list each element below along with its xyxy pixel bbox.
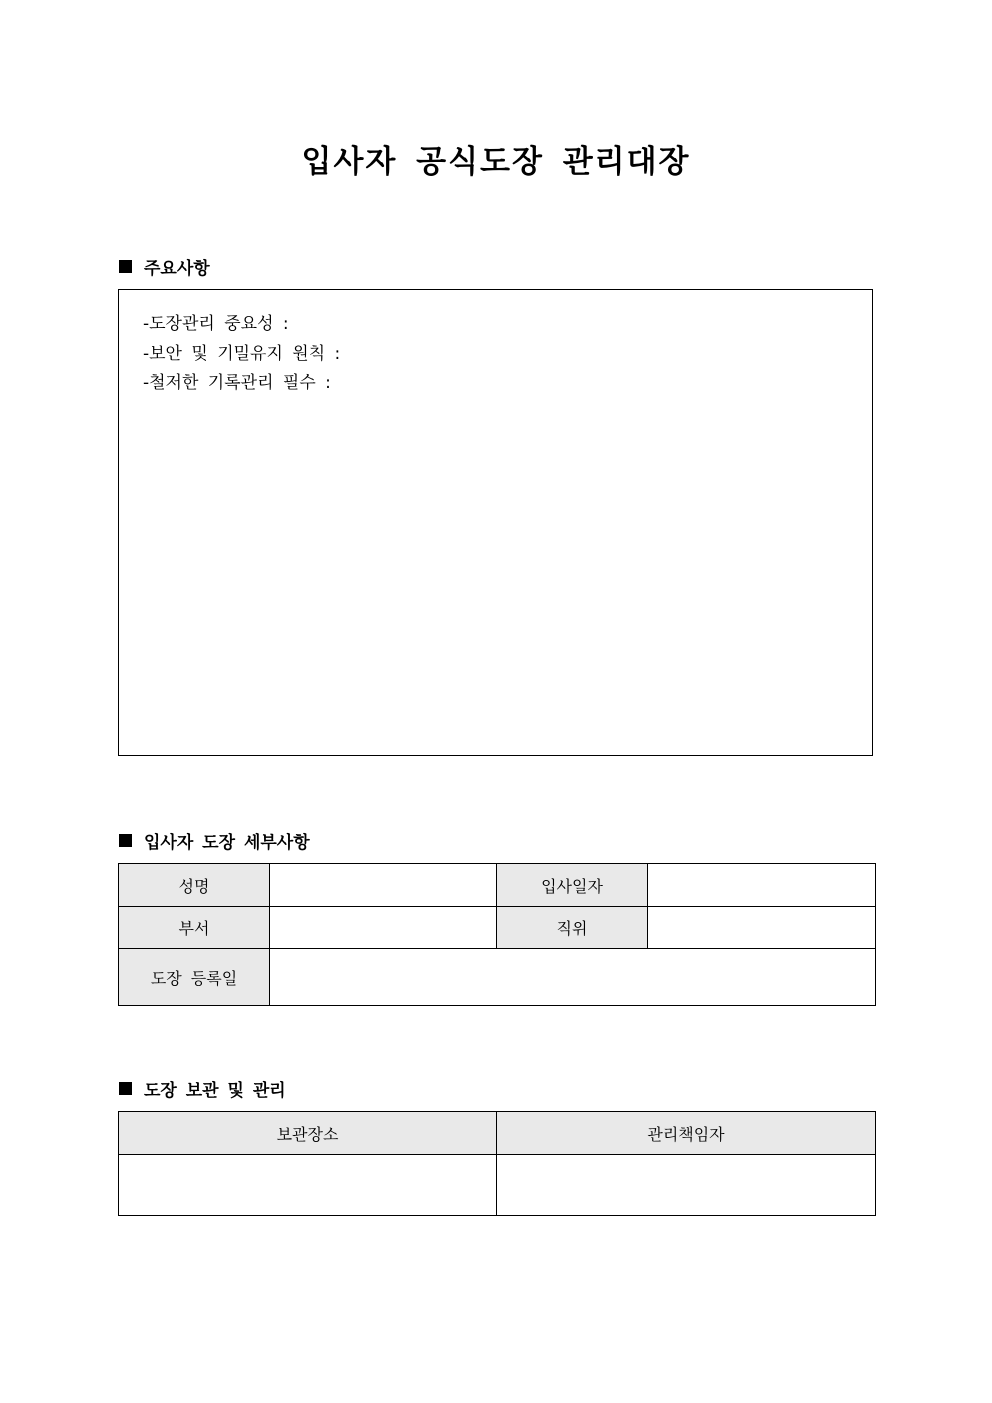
join-date-label: 입사일자 xyxy=(497,864,648,907)
registration-date-label: 도장 등록일 xyxy=(119,949,270,1006)
table-row xyxy=(119,864,876,907)
square-bullet-icon xyxy=(119,260,132,273)
section-heading-main-items xyxy=(119,254,210,279)
main-item-line: -보안 및 기밀유지 원칙 : xyxy=(143,343,341,364)
main-item-line: -도장관리 중요성 : xyxy=(143,314,289,334)
department-field[interactable] xyxy=(270,907,497,949)
registration-date-field[interactable] xyxy=(270,949,876,1006)
department-label: 부서 xyxy=(119,907,270,949)
position-label: 직위 xyxy=(497,907,648,949)
name-field[interactable] xyxy=(270,864,497,907)
document-title: 입사자 공식도장 관리대장 xyxy=(301,144,691,180)
section-heading-details xyxy=(119,828,310,853)
name-label: 성명 xyxy=(119,864,270,907)
storage-table xyxy=(118,1111,876,1216)
storage-location-field[interactable] xyxy=(119,1155,497,1216)
join-date-field[interactable] xyxy=(648,864,876,907)
table-row xyxy=(119,1155,876,1216)
section-heading-label: 도장 보관 및 관리 xyxy=(144,1081,286,1101)
section-heading-label: 주요사항 xyxy=(144,259,210,279)
square-bullet-icon xyxy=(119,834,132,847)
main-items-box[interactable] xyxy=(118,289,873,756)
table-row xyxy=(119,1112,876,1155)
square-bullet-icon xyxy=(119,1082,132,1095)
section-heading-label: 입사자 도장 세부사항 xyxy=(144,833,310,853)
details-table xyxy=(118,863,876,1006)
position-field[interactable] xyxy=(648,907,876,949)
section-heading-storage xyxy=(119,1076,286,1101)
storage-location-label: 보관장소 xyxy=(119,1112,497,1155)
table-row xyxy=(119,949,876,1006)
table-row xyxy=(119,907,876,949)
manager-field[interactable] xyxy=(497,1155,876,1216)
manager-label: 관리책임자 xyxy=(497,1112,876,1155)
main-item-line: -철저한 기록관리 필수 : xyxy=(143,373,331,393)
